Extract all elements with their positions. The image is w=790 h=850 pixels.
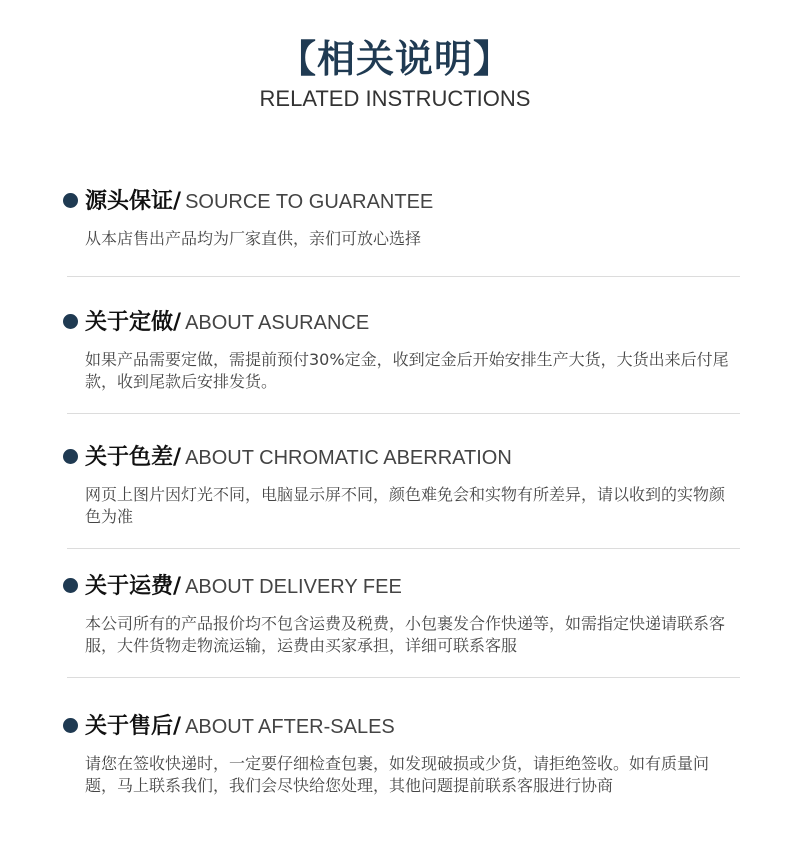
section-title-slash: / [173, 714, 182, 739]
section-heading [85, 569, 402, 600]
section-divider [67, 677, 740, 678]
section-body: 如果产品需要定做，需提前预付30%定金，收到定金后开始安排生产大货，大货出来后付尾款，收到尾款后安排发货。 [85, 350, 729, 391]
section-body: 请您在签收快递时，一定要仔细检查包裹，如发现破损或少货，请拒绝签收。如有质量问题，马上联系我们，我们会尽快给您处理，其他问题提前联系客服进行协商 [85, 754, 710, 795]
bullet-dot-icon [63, 578, 78, 593]
section-body: 从本店售出产品均为厂家直供，亲们可放心选择 [85, 229, 422, 248]
section-title-cn: 关于定做 [85, 310, 174, 335]
section-title-en: ABOUT CHROMATIC ABERRATION [185, 447, 512, 469]
bullet-dot-icon [63, 193, 78, 208]
section-title-slash: / [173, 574, 182, 599]
section-title-en: ABOUT DELIVERY FEE [185, 576, 402, 598]
bullet-dot-icon [63, 449, 78, 464]
section-heading [85, 440, 512, 471]
section-title-slash: / [173, 445, 182, 470]
section-title-cn: 关于售后 [85, 714, 174, 739]
section-body: 网页上图片因灯光不同，电脑显示屏不同，颜色难免会和实物有所差异，请以收到的实物颜色为准 [85, 485, 726, 526]
section-title-slash: / [173, 310, 182, 335]
section-divider [67, 276, 740, 277]
page-subtitle: RELATED INSTRUCTIONS [259, 86, 531, 111]
section-divider [67, 548, 740, 549]
section-title-cn: 源头保证 [85, 189, 174, 214]
section-body: 本公司所有的产品报价均不包含运费及税费，小包裹发合作快递等，如需指定快递请联系客服，大件货物走物流运输，运费由买家承担，详细可联系客服 [85, 614, 726, 655]
bullet-dot-icon [63, 718, 78, 733]
section-heading [85, 184, 433, 215]
section-title-cn: 关于运费 [85, 574, 174, 599]
section-title-en: SOURCE TO GUARANTEE [185, 191, 434, 213]
section-heading [85, 709, 395, 740]
section-divider [67, 413, 740, 414]
bullet-dot-icon [63, 314, 78, 329]
section-heading [85, 305, 369, 336]
section-title-en: ABOUT ASURANCE [185, 312, 370, 334]
page-title: 【相关说明】 [277, 36, 512, 81]
section-title-cn: 关于色差 [85, 445, 174, 470]
section-title-en: ABOUT AFTER-SALES [185, 716, 395, 738]
section-title-slash: / [173, 189, 182, 214]
